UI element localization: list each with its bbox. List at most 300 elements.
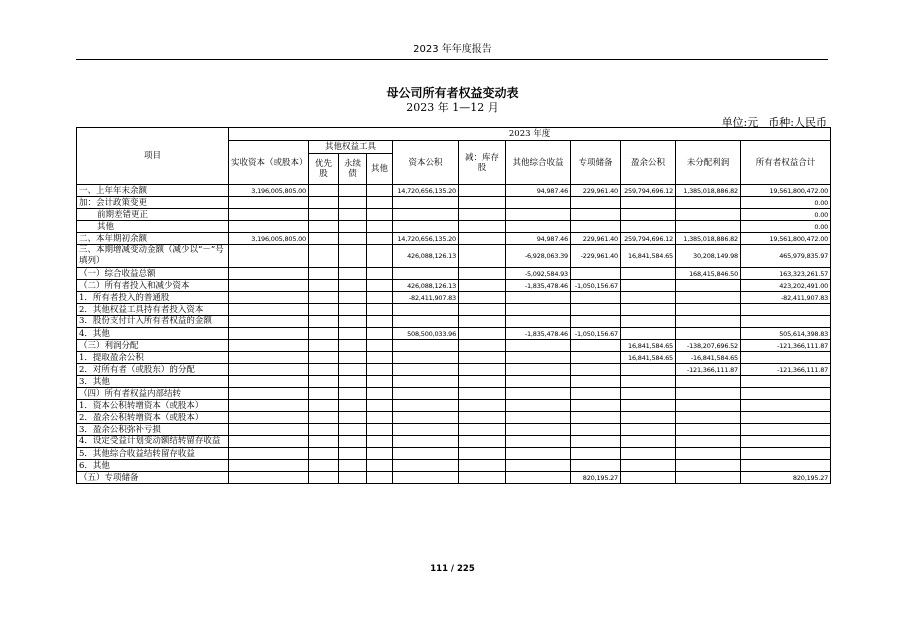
cell-special-reserve [571,376,621,388]
row-label: （五）专项储备 [77,472,229,484]
cell-retained [676,221,741,233]
row-label: 其他 [77,221,229,233]
row-label: 1．资本公积转增资本（或股本） [77,400,229,412]
cell-special-reserve: -1,050,156.67 [571,280,621,292]
cell-perpetual [339,340,367,352]
statement-period: 2023 年 1—12 月 [406,101,499,114]
table-row [77,388,831,400]
cell-retained [676,400,741,412]
cell-perpetual [339,197,367,209]
cell-perpetual [339,233,367,245]
cell-capital-reserve [393,340,459,352]
cell-paid-in [229,245,309,268]
cell-preferred [309,304,339,316]
cell-treasury [459,376,506,388]
cell-treasury [459,221,506,233]
header-rule [76,59,828,60]
cell-treasury [459,436,506,448]
cell-surplus-reserve [621,448,676,460]
cell-perpetual [339,376,367,388]
cell-total: 423,202,491.00 [741,280,831,292]
cell-other-instr [367,376,393,388]
cell-treasury [459,460,506,472]
cell-special-reserve [571,352,621,364]
cell-other-instr [367,268,393,280]
cell-oci: -5,092,584.93 [506,268,571,280]
cell-treasury [459,197,506,209]
cell-preferred [309,340,339,352]
row-label: 1．提取盈余公积 [77,352,229,364]
cell-other-instr [367,412,393,424]
cell-special-reserve [571,268,621,280]
col-perpetual: 永续债 [339,154,367,185]
cell-oci [506,340,571,352]
cell-retained: -16,841,584.65 [676,352,741,364]
cell-total: 505,614,398.83 [741,328,831,340]
cell-retained [676,388,741,400]
cell-oci [506,316,571,328]
col-other-equity-group: 其他权益工具 [309,141,393,154]
cell-paid-in: 3,196,005,805.00 [229,233,309,245]
col-preferred: 优先股 [309,154,339,185]
cell-preferred [309,221,339,233]
cell-capital-reserve [393,412,459,424]
cell-special-reserve [571,197,621,209]
cell-surplus-reserve [621,328,676,340]
cell-perpetual [339,304,367,316]
col-treasury: 减：库存股 [459,141,506,185]
cell-oci [506,400,571,412]
cell-total: -121,366,111.87 [741,340,831,352]
cell-perpetual [339,280,367,292]
cell-total: 0.00 [741,209,831,221]
cell-surplus-reserve [621,376,676,388]
table-row [77,376,831,388]
cell-treasury [459,280,506,292]
cell-special-reserve [571,221,621,233]
cell-treasury [459,316,506,328]
cell-total: 19,561,800,472.00 [741,185,831,197]
cell-treasury [459,412,506,424]
table-row [77,424,831,436]
table-row [77,448,831,460]
cell-treasury [459,209,506,221]
cell-preferred [309,424,339,436]
cell-surplus-reserve [621,472,676,484]
cell-perpetual [339,292,367,304]
cell-paid-in [229,364,309,376]
cell-capital-reserve [393,460,459,472]
table-row [77,245,831,268]
cell-perpetual [339,472,367,484]
cell-preferred [309,376,339,388]
row-label: （一）综合收益总额 [77,268,229,280]
cell-surplus-reserve [621,316,676,328]
cell-surplus-reserve [621,209,676,221]
col-other-instr: 其他 [367,154,393,185]
cell-surplus-reserve [621,436,676,448]
cell-preferred [309,460,339,472]
row-label: 4．设定受益计划变动额结转留存收益 [77,436,229,448]
cell-total [741,448,831,460]
cell-paid-in [229,424,309,436]
cell-other-instr [367,280,393,292]
cell-surplus-reserve [621,424,676,436]
cell-paid-in [229,316,309,328]
table-row [77,197,831,209]
cell-perpetual [339,185,367,197]
cell-capital-reserve [393,316,459,328]
cell-other-instr [367,292,393,304]
cell-capital-reserve [393,388,459,400]
cell-oci [506,304,571,316]
cell-retained [676,292,741,304]
cell-preferred [309,328,339,340]
cell-oci [506,292,571,304]
cell-total [741,424,831,436]
cell-preferred [309,209,339,221]
cell-surplus-reserve [621,197,676,209]
cell-retained [676,316,741,328]
cell-preferred [309,436,339,448]
cell-preferred [309,352,339,364]
cell-capital-reserve [393,436,459,448]
table-row [77,352,831,364]
cell-perpetual [339,424,367,436]
cell-paid-in [229,352,309,364]
cell-paid-in [229,280,309,292]
cell-retained: 1,385,018,886.82 [676,185,741,197]
cell-paid-in [229,400,309,412]
cell-perpetual [339,352,367,364]
table-row [77,304,831,316]
cell-other-instr [367,340,393,352]
cell-other-instr [367,352,393,364]
cell-capital-reserve [393,209,459,221]
cell-perpetual [339,400,367,412]
row-label: （三）利润分配 [77,340,229,352]
cell-paid-in [229,340,309,352]
row-label: 6．其他 [77,460,229,472]
cell-surplus-reserve: 16,841,584.65 [621,340,676,352]
cell-surplus-reserve [621,280,676,292]
row-label: 前期差错更正 [77,209,229,221]
cell-treasury [459,233,506,245]
col-retained: 未分配利润 [676,141,741,185]
cell-oci [506,364,571,376]
cell-special-reserve [571,424,621,436]
cell-special-reserve: 229,961.40 [571,233,621,245]
col-special-reserve: 专项储备 [571,141,621,185]
cell-special-reserve [571,364,621,376]
cell-preferred [309,185,339,197]
cell-paid-in [229,376,309,388]
table-row [77,268,831,280]
row-label: 加：会计政策变更 [77,197,229,209]
cell-capital-reserve: 14,720,656,135.20 [393,185,459,197]
cell-retained [676,424,741,436]
cell-other-instr [367,400,393,412]
cell-paid-in [229,304,309,316]
cell-paid-in [229,448,309,460]
cell-surplus-reserve [621,268,676,280]
cell-oci [506,221,571,233]
cell-treasury [459,364,506,376]
cell-capital-reserve [393,304,459,316]
cell-capital-reserve [393,376,459,388]
cell-capital-reserve: 426,088,126.13 [393,245,459,268]
cell-surplus-reserve: 16,841,584.65 [621,352,676,364]
table-row [77,292,831,304]
cell-preferred [309,280,339,292]
cell-treasury [459,268,506,280]
cell-special-reserve [571,316,621,328]
cell-perpetual [339,448,367,460]
cell-paid-in [229,436,309,448]
table-row [77,328,831,340]
row-label: 1．所有者投入的普通股 [77,292,229,304]
cell-capital-reserve: 14,720,656,135.20 [393,233,459,245]
cell-capital-reserve: -82,411,907.83 [393,292,459,304]
col-oci: 其他综合收益 [506,141,571,185]
cell-retained: -138,207,696.52 [676,340,741,352]
cell-other-instr [367,460,393,472]
cell-paid-in [229,209,309,221]
cell-special-reserve [571,388,621,400]
cell-total [741,436,831,448]
table-row [77,316,831,328]
row-label: 2．盈余公积转增资本（或股本） [77,412,229,424]
cell-capital-reserve: 508,500,033.96 [393,328,459,340]
cell-other-instr [367,448,393,460]
table-row [77,209,831,221]
cell-other-instr [367,364,393,376]
row-label: 2．对所有者（或股东）的分配 [77,364,229,376]
row-label: （二）所有者投入和减少资本 [77,280,229,292]
cell-paid-in: 3,196,005,805.00 [229,185,309,197]
cell-preferred [309,233,339,245]
cell-special-reserve [571,400,621,412]
table-row [77,400,831,412]
cell-perpetual [339,328,367,340]
cell-surplus-reserve: 259,794,696.12 [621,233,676,245]
cell-capital-reserve: 426,088,126.13 [393,280,459,292]
cell-total [741,352,831,364]
cell-surplus-reserve: 259,794,696.12 [621,185,676,197]
cell-perpetual [339,388,367,400]
page-number: 111 / 225 [430,564,475,574]
cell-paid-in [229,388,309,400]
cell-preferred [309,292,339,304]
cell-perpetual [339,436,367,448]
statement-title: 母公司所有者权益变动表 [386,86,519,100]
cell-capital-reserve [393,364,459,376]
cell-paid-in [229,197,309,209]
cell-treasury [459,448,506,460]
cell-surplus-reserve [621,400,676,412]
cell-surplus-reserve [621,412,676,424]
col-paid-in: 实收资本（或股本） [229,141,309,185]
table-row [77,221,831,233]
table-row [77,185,831,197]
cell-treasury [459,340,506,352]
col-total: 所有者权益合计 [741,141,831,185]
table-row [77,233,831,245]
cell-total [741,316,831,328]
cell-perpetual [339,221,367,233]
cell-surplus-reserve [621,460,676,472]
cell-total: 820,195.27 [741,472,831,484]
col-surplus-reserve: 盈余公积 [621,141,676,185]
cell-perpetual [339,460,367,472]
cell-other-instr [367,472,393,484]
row-label: 3．盈余公积弥补亏损 [77,424,229,436]
cell-retained: 30,208,149.98 [676,245,741,268]
cell-total [741,400,831,412]
cell-surplus-reserve: 16,841,584.65 [621,245,676,268]
cell-retained [676,412,741,424]
cell-total: 163,323,261.57 [741,268,831,280]
cell-other-instr [367,209,393,221]
cell-special-reserve [571,460,621,472]
table-row [77,340,831,352]
cell-preferred [309,400,339,412]
cell-total [741,376,831,388]
cell-retained [676,448,741,460]
cell-other-instr [367,304,393,316]
table-body [77,185,831,484]
table-row [77,364,831,376]
cell-treasury [459,400,506,412]
period-header: 2023 年度 [229,128,831,141]
cell-other-instr [367,316,393,328]
cell-retained [676,280,741,292]
cell-oci: -1,835,478.46 [506,280,571,292]
cell-surplus-reserve [621,304,676,316]
cell-treasury [459,304,506,316]
item-header: 项目 [77,128,229,185]
table-row [77,472,831,484]
cell-total: 0.00 [741,197,831,209]
cell-other-instr [367,197,393,209]
table-row [77,460,831,472]
cell-capital-reserve [393,448,459,460]
cell-perpetual [339,316,367,328]
cell-surplus-reserve [621,388,676,400]
cell-special-reserve [571,412,621,424]
cell-preferred [309,412,339,424]
cell-preferred [309,388,339,400]
cell-paid-in [229,460,309,472]
currency-label: 币种:人民币 [768,116,827,129]
cell-oci [506,209,571,221]
cell-preferred [309,268,339,280]
cell-surplus-reserve [621,364,676,376]
cell-treasury [459,388,506,400]
cell-treasury [459,185,506,197]
cell-surplus-reserve [621,292,676,304]
cell-paid-in [229,292,309,304]
cell-special-reserve [571,448,621,460]
cell-preferred [309,448,339,460]
cell-total [741,460,831,472]
cell-other-instr [367,245,393,268]
cell-total [741,304,831,316]
row-label: 3．股份支付计入所有者权益的金额 [77,316,229,328]
cell-paid-in [229,412,309,424]
cell-oci [506,376,571,388]
cell-oci [506,352,571,364]
cell-capital-reserve [393,268,459,280]
cell-retained: 1,385,018,886.82 [676,233,741,245]
cell-total: -121,366,111.87 [741,364,831,376]
cell-oci: -1,835,478.46 [506,328,571,340]
row-label: 3．其他 [77,376,229,388]
cell-total: 465,979,835.97 [741,245,831,268]
cell-capital-reserve [393,197,459,209]
cell-capital-reserve [393,424,459,436]
cell-paid-in [229,472,309,484]
cell-retained [676,328,741,340]
cell-special-reserve [571,304,621,316]
equity-changes-table [76,127,831,484]
cell-perpetual [339,412,367,424]
cell-special-reserve: -1,050,156.67 [571,328,621,340]
cell-oci: -6,928,063.39 [506,245,571,268]
running-header: 2023 年年度报告 [413,44,492,55]
cell-perpetual [339,268,367,280]
cell-special-reserve [571,340,621,352]
cell-surplus-reserve [621,221,676,233]
cell-oci [506,197,571,209]
cell-retained [676,472,741,484]
cell-oci [506,412,571,424]
cell-total [741,412,831,424]
row-label: 5．其他综合收益结转留存收益 [77,448,229,460]
cell-preferred [309,316,339,328]
cell-retained [676,376,741,388]
cell-oci [506,448,571,460]
cell-other-instr [367,424,393,436]
cell-special-reserve [571,436,621,448]
cell-oci: 94,987.46 [506,233,571,245]
cell-total [741,388,831,400]
cell-other-instr [367,185,393,197]
table-row [77,280,831,292]
cell-oci [506,388,571,400]
table-row [77,436,831,448]
row-label: （四）所有者权益内部结转 [77,388,229,400]
cell-treasury [459,292,506,304]
cell-oci [506,472,571,484]
unit-label: 单位:元 [721,116,759,129]
cell-preferred [309,472,339,484]
cell-other-instr [367,221,393,233]
cell-retained: -121,366,111.87 [676,364,741,376]
cell-total: -82,411,907.83 [741,292,831,304]
cell-special-reserve: -229,961.40 [571,245,621,268]
cell-treasury [459,472,506,484]
cell-other-instr [367,328,393,340]
cell-other-instr [367,388,393,400]
cell-preferred [309,364,339,376]
cell-paid-in [229,221,309,233]
cell-preferred [309,197,339,209]
row-label: 4．其他 [77,328,229,340]
col-capital-reserve: 资本公积 [393,141,459,185]
cell-retained: 168,415,846.50 [676,268,741,280]
cell-special-reserve: 229,961.40 [571,185,621,197]
